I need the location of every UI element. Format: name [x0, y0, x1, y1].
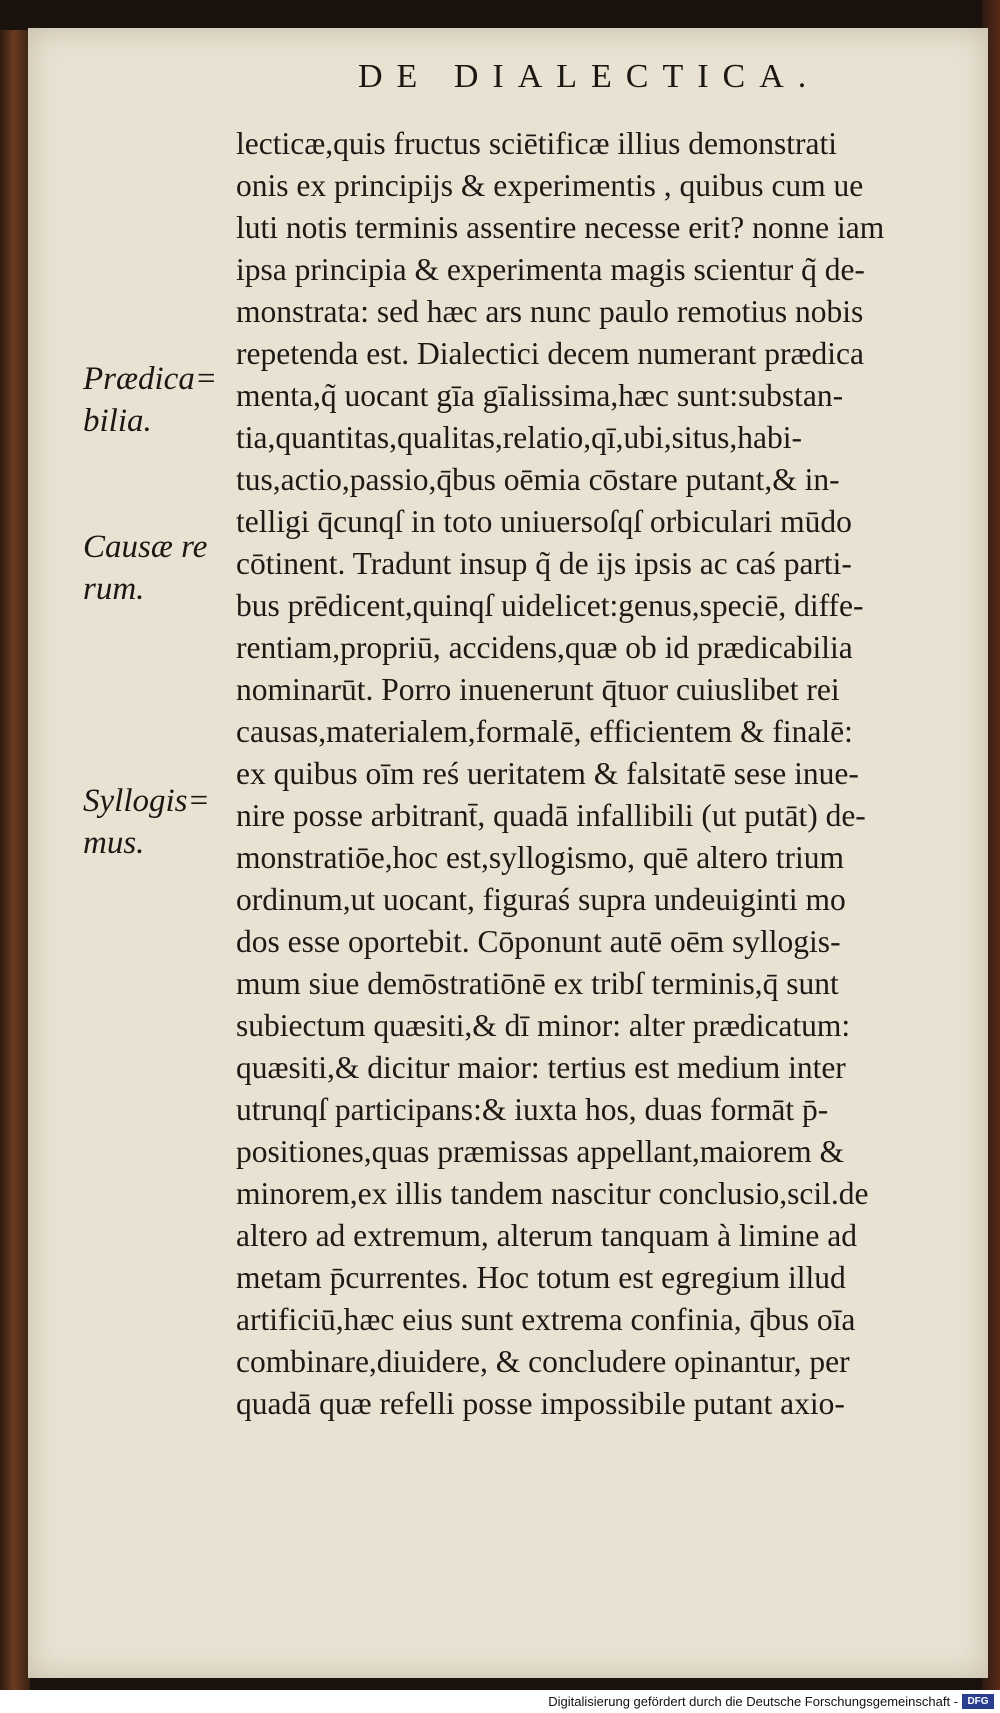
text-line: quæsiti,& dicitur maior: tertius est medium inter: [236, 1050, 846, 1085]
marginal-note-line: Causæ re: [83, 529, 208, 565]
text-line: ordinum,ut uocant, figuraś supra undeuiginti mo: [236, 882, 846, 917]
text-line: altero ad extremum, alterum tanquam à limine ad: [236, 1218, 858, 1253]
text-line: menta,q̃ uocant gīa gīalissima,hæc sunt:substan-: [236, 378, 844, 413]
running-head: DE DIALECTICA.: [358, 58, 821, 95]
footer-credit: Digitalisierung gefördert durch die Deutsche Forschungsgemeinschaft -: [548, 1694, 958, 1709]
text-line: lecticæ,quis fructus sciētificæ illius demonstrati: [236, 126, 838, 161]
text-line: luti notis terminis assentire necesse erit? nonne iam: [236, 210, 885, 245]
book-page: [28, 28, 988, 1678]
marginal-note-line: mus.: [83, 825, 145, 861]
body-text: [236, 123, 966, 1425]
text-line: tia,quantitas,qualitas,relatio,qī,ubi,situs,habi-: [236, 420, 803, 455]
text-line: ipsa principia & experimenta magis scientur q̃ de-: [236, 252, 865, 287]
book-edge-left: [0, 30, 30, 1690]
text-line: nire posse arbitrant̄, quadā infallibili (ut putāt) de-: [236, 798, 866, 833]
text-line: rentiam,propriū, accidens,quæ ob id prædicabilia: [236, 630, 853, 665]
text-line: positiones,quas præmissas appellant,maiorem &: [236, 1134, 845, 1169]
text-line: minorem,ex illis tandem nascitur conclusio,scil.de: [236, 1176, 869, 1211]
text-line: ex quibus oīm reś ueritatem & falsitatē sese inue-: [236, 756, 859, 791]
text-line: nominarūt. Porro inuenerunt q̄tuor cuiuslibet rei: [236, 672, 840, 707]
text-line: mum siue demōstratiōnē ex tribſ terminis,q̄ sunt: [236, 966, 839, 1001]
text-line: quadā quæ refelli posse impossibile putant axio-: [236, 1386, 845, 1421]
text-line: artificiū,hæc eius sunt extrema confinia, q̄bus oīa: [236, 1302, 856, 1337]
marginal-note-causae-rerum: [83, 526, 233, 610]
text-line: subiectum quæsiti,& dī minor: alter prædicatum:: [236, 1008, 851, 1043]
text-line: bus prēdicent,quinqſ uidelicet:genus,speciē, diffe-: [236, 588, 864, 623]
marginal-note-line: Syllogis=: [83, 783, 210, 819]
dfg-logo-icon[interactable]: DFG: [962, 1694, 994, 1709]
marginal-note-line: Prædica=: [83, 361, 218, 397]
text-line: monstrata: sed hæc ars nunc paulo remotius nobis: [236, 294, 864, 329]
text-line: metam p̄currentes. Hoc totum est egregium illud: [236, 1260, 846, 1295]
text-line: telligi q̄cunqſ in toto uniuersoſqſ orbiculari mūdo: [236, 504, 852, 539]
marginal-note-line: bilia.: [83, 403, 152, 439]
marginal-note-line: rum.: [83, 571, 145, 607]
footer-bar: [0, 1690, 1000, 1713]
marginal-note-praedicabilia: [83, 358, 233, 442]
text-line: causas,materialem,formalē, efficientem & finalē:: [236, 714, 853, 749]
text-line: dos esse oportebit. Cōponunt autē oēm syllogis-: [236, 924, 841, 959]
marginal-note-syllogismus: [83, 780, 233, 864]
text-line: monstratiōe,hoc est,syllogismo, quē altero trium: [236, 840, 845, 875]
text-line: onis ex principijs & experimentis , quibus cum ue: [236, 168, 864, 203]
text-line: utrunqſ participans:& iuxta hos, duas formāt p̄-: [236, 1092, 829, 1127]
text-line: repetenda est. Dialectici decem numerant prædica: [236, 336, 864, 371]
text-line: tus,actio,passio,q̄bus oēmia cōstare putant,& in-: [236, 462, 840, 497]
text-line: combinare,diuidere, & concludere opinantur, per: [236, 1344, 850, 1379]
text-line: cōtinent. Tradunt insup q̃ de ijs ipsis ac caś parti-: [236, 546, 852, 581]
